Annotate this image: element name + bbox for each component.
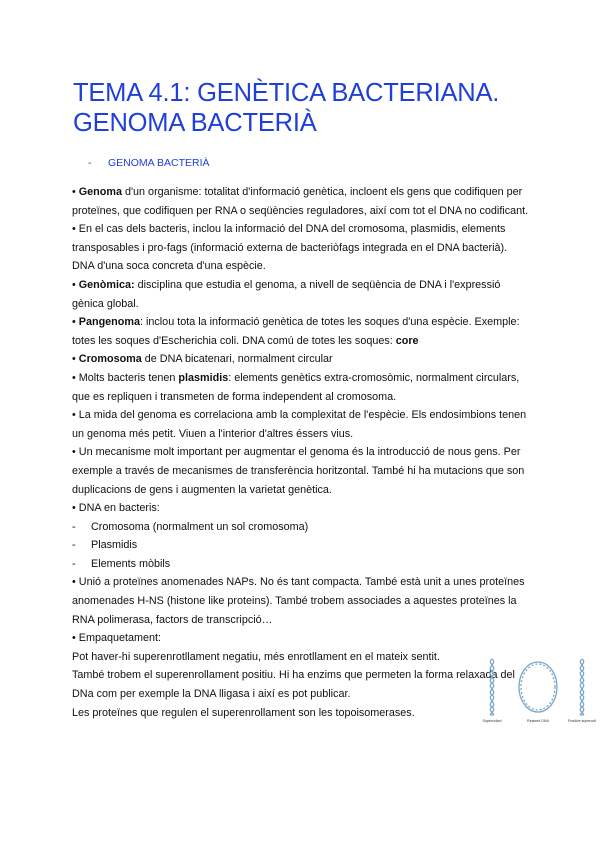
section-heading xyxy=(88,157,210,169)
relaxed-dna-icon xyxy=(519,662,557,712)
paragraph-mecanisme: • Un mecanisme molt important per augmentar el genoma és la introducció de nous gens. Per exemple a través de mecanismes de transferència horitzontal. També hi ha mutacions que son duplicacions de gens i augmenten la varietat genètica. xyxy=(72,446,525,496)
paragraph-mida: • La mida del genoma es correlaciona amb la complexitat de l'espècie. Els endosimbions tenen un genoma més petit. Viuen a l'interior d'altres éssers vius. xyxy=(72,409,527,440)
supercoiling-figure xyxy=(478,655,598,723)
paragraph-topoisomerases: Les proteïnes que regulen el superenrollament son les topoisomerases. xyxy=(72,706,415,719)
figure-label: Supercoiled xyxy=(482,719,502,723)
paragraph-genomica: • Genòmica: disciplina que estudia el genoma, a nivell de seqüència de DNA i l'expressió gènica global. xyxy=(72,278,501,310)
paragraph-dna-bacteris: • DNA en bacteris: xyxy=(72,502,160,515)
positive-supercoil-icon xyxy=(580,659,583,715)
supercoiled-dna-icon xyxy=(490,659,493,715)
paragraph-genoma: • Genoma d'un organisme: totalitat d'informació genètica, incloent els gens que codifiquen per proteïnes, que codifiquen per RNA o seqüències reguladores, així com tot el DNA no codificant. xyxy=(72,186,529,217)
paragraph-naps: • Unió a proteïnes anomenades NAPs. No és tant compacta. També està unit a unes proteïnes anomenades H-NS (histone like proteins). També trobem associades a aquestes proteïnes la RNA polimerasa, factors de transcripció… xyxy=(72,576,525,626)
figure-label: Positive supercoil xyxy=(568,719,596,723)
paragraph-positiu: També trobem el superenrollament positiu. Hi ha enzims que permeten la forma relaxada del DNa com per exemple la DNA lligasa i així es pot publicar. xyxy=(72,669,515,701)
body-text xyxy=(72,183,532,722)
list-item: - Plasmidis xyxy=(72,539,138,552)
paragraph-pangenoma: • Pangenoma: inclou tota la informació genètica de totes les soques d'una espècie. Exemple: totes les soques d'Escherichia coli. DNA comú de totes les soques: core xyxy=(72,316,520,347)
list-item: - Elements mòbils xyxy=(72,557,171,570)
paragraph-negatiu: Pot haver-hi superenrotllament negatiu, més enrotllament en el mateix sentit. xyxy=(72,650,440,663)
paragraph-plasmidis: • Molts bacteris tenen plasmidis: elements genètics extra-cromosòmic, normalment circulars, que es repliquen i transmeten de forma independent al cromosoma. xyxy=(72,371,520,403)
paragraph-empaquetament: • Empaquetament: xyxy=(72,632,162,645)
paragraph-cromosoma: • Cromosoma de DNA bicatenari, normalment circular xyxy=(72,353,333,366)
page-title: TEMA 4.1: GENÈTICA BACTERIANA. GENOMA BACTERIÀ xyxy=(73,79,500,137)
figure-label: Relaxed DNA xyxy=(527,719,549,723)
list-item: - Cromosoma (normalment un sol cromosoma) xyxy=(72,520,309,533)
section-dash: - xyxy=(88,157,92,169)
section-heading-text: GENOMA BACTERIÀ xyxy=(108,157,210,169)
paragraph-bacteris: • En el cas dels bacteris, inclou la informació del DNA del cromosoma, plasmidis, elements transposables i pro-fags (informació externa de bacteriòfags integrada en el DNA bacterià). DNA d'una soca concreta d'una espècie. xyxy=(72,223,508,273)
